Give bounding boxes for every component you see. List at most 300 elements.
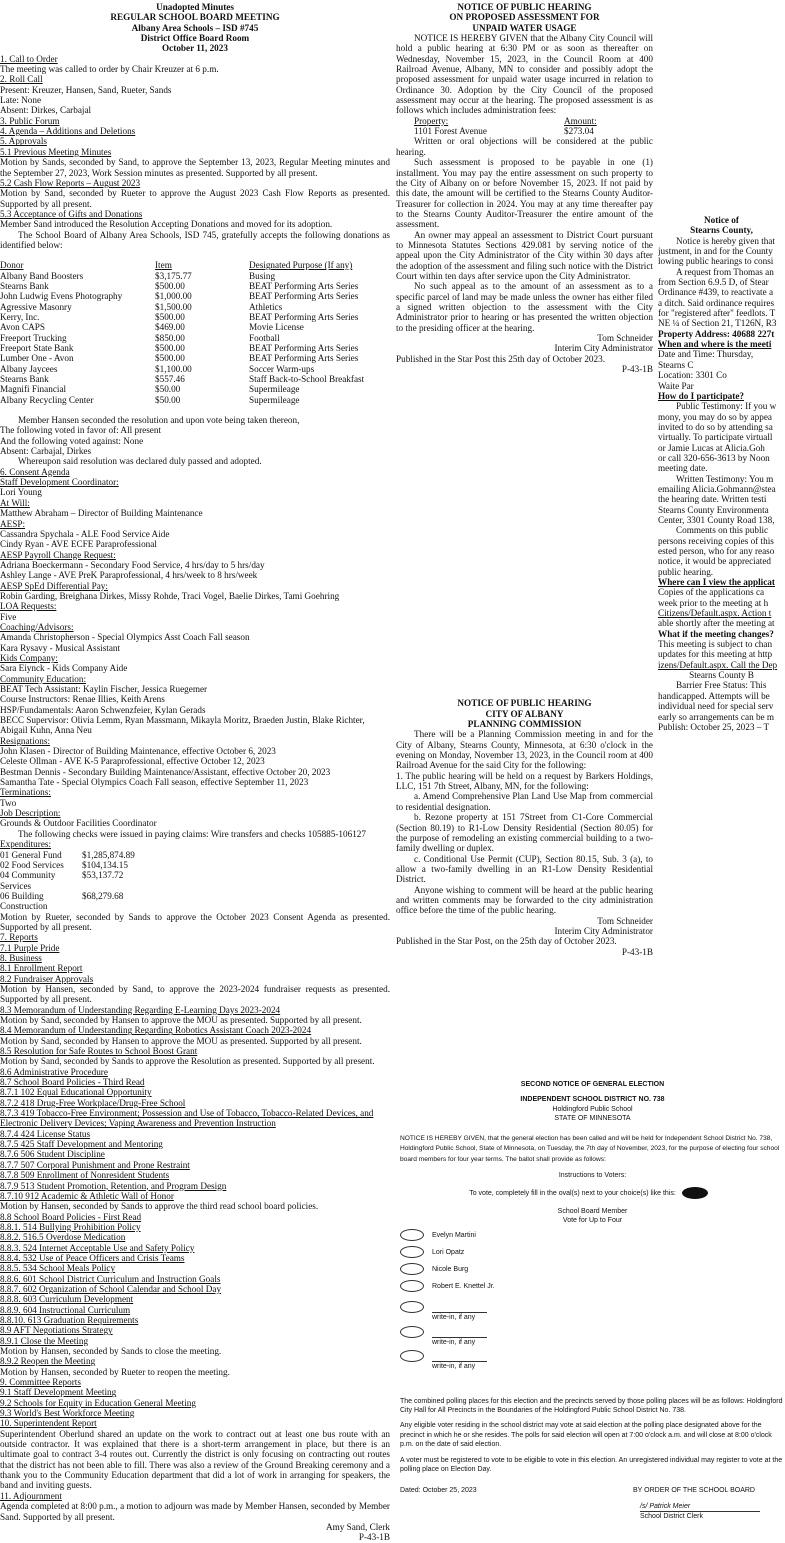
- paragraph: And the following voted against: None: [0, 435, 144, 446]
- donation-purpose: Supermileage: [249, 394, 300, 405]
- donation-purpose: Supermileage: [249, 384, 300, 395]
- section-heading: At Will:: [0, 497, 30, 508]
- paragraph: Amanda Christopherson - Special Olympics Asst Coach Fall season: [0, 632, 250, 643]
- donation-row: [0, 353, 390, 363]
- donation-purpose: BEAT Performing Arts Series: [249, 311, 359, 322]
- expenditure-row: [0, 870, 390, 891]
- paragraph: justment, in and for the County: [658, 246, 773, 257]
- notice-signer: Tom Schneider: [597, 333, 653, 343]
- donor-name: Lumber One - Avon: [0, 353, 74, 364]
- section-heading: 8.8.9. 604 Instructional Curriculum: [0, 1304, 131, 1315]
- paragraph: Motion by Hansen, seconded by Sands to approve the third read school board policies.: [0, 1201, 319, 1212]
- paragraph: from Section 6.9.5 D, of Stear: [658, 277, 769, 288]
- donation-purpose: Athletics: [249, 301, 283, 312]
- fund-amount: $1,285,874.89: [82, 849, 135, 860]
- paragraph: Superintendent Oberlund shared an update on the work to contract out at least one bus route with an outside contractor. It was explained that there is a short-term arrangement in place, but there is an ultimate goal to contract 3-4 routes out. Currently the district is only focusing on contracting out routes that the district has not been able to fill. There was also a review of the Ground Breaking ceremony and a thank you to the Community Education department that did a lot of work in arranging for speakers, the band and inviting guests.: [0, 1428, 390, 1491]
- section-heading: Job Description:: [0, 808, 61, 819]
- paragraph: Adriana Boeckermann - Secondary Food Service, 4 hrs/day to 5 hrs/day: [0, 559, 265, 570]
- title-line: CITY OF ALBANY: [485, 708, 564, 719]
- paragraph: 1. The public hearing will be held on a request by Barkers Holdings, LLC, 151 7th Street, Albany, MN, for the following:: [396, 770, 653, 792]
- write-in-blank: [432, 1353, 487, 1362]
- section-heading: Expenditures:: [0, 839, 52, 850]
- section-heading: 8.2 Fundraiser Approvals: [0, 973, 94, 984]
- paragraph: Motion by Hansen, seconded by Sands to close the meeting.: [0, 1346, 222, 1356]
- donation-amount: $500.00: [155, 343, 185, 353]
- donation-row: [0, 322, 390, 332]
- paragraph: Present: Kreuzer, Hansen, Sand, Rueter, Sands: [0, 84, 172, 95]
- title-line: Albany Area Schools – ISD #745: [131, 22, 259, 33]
- donation-row: [0, 312, 390, 322]
- paragraph: What if the meeting changes?: [658, 628, 774, 639]
- paragraph: Agenda completed at 8:00 p.m., a motion to adjourn was made by Member Hansen, seconded by Member Sand. Supported by all present.: [0, 1501, 390, 1522]
- title-line: PLANNING COMMISSION: [467, 719, 582, 730]
- paragraph: b. Rezone property at 151 7Street from C1-Core Commercial (Section 80.19) to R1-Low Density Residential (Section 80.05) for the purpose of remodeling an existing commercial building to a two-family dwelling or duplex.: [396, 812, 653, 854]
- paragraph: individual need for special serv: [658, 701, 774, 712]
- publication-code: P-43-1B: [358, 1532, 390, 1543]
- paragraph: Publish: October 25, 2023 – T: [658, 721, 770, 732]
- donation-amount: $500.00: [155, 353, 185, 364]
- donation-purpose: Busing: [249, 270, 276, 281]
- paragraph: Member Hansen seconded the resolution and upon vote being taken thereon,: [18, 415, 300, 426]
- water-notice-title: [396, 2, 653, 33]
- write-in-line: [400, 1301, 785, 1313]
- paragraph: Motion by Sand, seconded by Rueter to approve the August 2023 Cash Flow Reports as presented. Supported by all present.: [0, 188, 390, 209]
- property-row: 1101 Forest Avenue $273.04: [414, 126, 594, 137]
- section-heading: 8.8.7. 602 Organization of School Calendar and School Day: [0, 1283, 222, 1294]
- paragraph: Barrier Free Status: This: [676, 680, 767, 691]
- planning-notice-title: [396, 698, 653, 729]
- paragraph: NE ¼ of Section 21, T126N, R3: [658, 318, 777, 329]
- candidate-name: Nicole Burg: [432, 1266, 469, 1274]
- donor-name: John Ludwig Evens Photography: [0, 291, 123, 302]
- donation-amount: $500.00: [155, 311, 185, 322]
- paragraph: Anyone wishing to comment will be heard at the public hearing and written comments may be forwarded to the city administration office before the time of the public hearing.: [396, 884, 653, 916]
- paragraph: the hearing date. Written testi: [658, 494, 767, 505]
- title-line: Unadopted Minutes: [156, 2, 234, 12]
- section-heading: 9.2 Schools for Equity in Education General Meeting: [0, 1397, 196, 1408]
- paragraph: persons receiving copies of this: [658, 535, 774, 546]
- section-heading: How do I participate?: [658, 390, 745, 401]
- write-in-line: [400, 1350, 785, 1362]
- section-heading: 4. Agenda – Additions and Deletions: [0, 126, 136, 137]
- candidate-option[interactable]: [400, 1229, 785, 1242]
- paragraph: public hearing.: [658, 566, 714, 577]
- title-line: October 11, 2023: [162, 43, 228, 54]
- donations-header: Donor Item Designated Purpose (If any): [0, 260, 353, 271]
- expenditure-row: [0, 860, 390, 870]
- donor-name: Albany Band Boosters: [0, 270, 84, 281]
- donation-amount: $469.00: [155, 322, 185, 333]
- section-heading: 8.9.2 Reopen the Meeting: [0, 1356, 96, 1367]
- section-heading: Staff Development Coordinator:: [0, 477, 119, 488]
- donation-row: [0, 343, 390, 353]
- candidate-option[interactable]: [400, 1246, 785, 1259]
- section-heading: 8.7 School Board Policies - Third Read: [0, 1077, 145, 1088]
- paragraph: week prior to the meeting at h: [658, 597, 769, 608]
- donation-amount: $50.00: [155, 394, 181, 405]
- section-heading: LOA Requests:: [0, 601, 57, 612]
- water-notice-body: [396, 136, 653, 333]
- candidate-name: Lori Opatz: [432, 1249, 465, 1257]
- paragraph: Ashley Lange - AVE PreK Paraprofessional, 4 hrs/week to 8 hrs/week: [0, 570, 258, 581]
- paragraph: BECC Supervisor: Olivia Lemm, Ryan Massmann, Mikayla Moritz, Braeden Justin, Blake Richter, Abigail Kuhn, Anna Neu: [0, 715, 365, 736]
- paragraph: able shortly after the meeting at: [658, 618, 775, 629]
- office-title: School Board Member: [557, 1207, 628, 1215]
- paragraph: An owner may appeal an assessment to District Court pursuant to Minnesota Statutes Sections 429.081 by serving notice of the appeal upon the City Administrator of the City within 30 days after the adoption of the assessment and filing such notice with the District Court within ten days after service upon the City Administrator.: [396, 229, 653, 281]
- paragraph: Absent: Carbajal, Dirkes: [0, 446, 92, 457]
- section-heading: 10. Superintendent Report: [0, 1418, 97, 1429]
- title-line: NOTICE OF PUBLIC HEARING: [457, 698, 592, 709]
- expenditure-row: [0, 891, 390, 912]
- paragraph: Public Testimony: If you w: [676, 401, 777, 412]
- section-heading: 8.8.3. 524 Internet Acceptable Use and Safety Policy: [0, 1242, 195, 1253]
- section-heading: AESP Payroll Change Request:: [0, 549, 116, 560]
- section-heading: 8.7.4 424 License Status: [0, 1128, 91, 1139]
- paragraph: Lori Young: [0, 487, 42, 498]
- minutes-section: [0, 912, 390, 1522]
- donation-row: [0, 271, 390, 281]
- title-line: REGULAR SCHOOL BOARD MEETING: [110, 12, 280, 23]
- planning-notice-body: [396, 729, 653, 915]
- empty-oval-icon: [400, 1246, 424, 1258]
- paragraph: Center, 3301 County Road 138,: [658, 514, 775, 525]
- fund-name: 06 Building Construction: [0, 890, 48, 912]
- donation-purpose: Movie License: [249, 322, 304, 333]
- state-name: STATE OF MINNESOTA: [554, 1115, 631, 1123]
- paragraph: Waite Par: [658, 380, 694, 391]
- paragraph: Two: [0, 797, 17, 808]
- title-line: NOTICE OF PUBLIC HEARING: [457, 2, 592, 12]
- fund-name: 01 General Fund: [0, 849, 62, 860]
- section-heading: 8.8.2. 516.5 Overdose Medication: [0, 1232, 126, 1243]
- paragraph: ested person, who for any reaso: [658, 546, 775, 556]
- section-heading: 9.3 World's Best Workforce Meeting: [0, 1408, 135, 1419]
- donor-name: Stearns Bank: [0, 280, 49, 291]
- paragraph: Celeste Ollman - AVE K-5 Paraprofessional, effective October 12, 2023: [0, 756, 265, 767]
- expenditures-table: [0, 850, 390, 912]
- publication-line: Published in the Star Post, on the 25th day of October 2023.: [396, 936, 617, 947]
- write-in-line: [400, 1326, 785, 1338]
- clerk-signature: Amy Sand, Clerk: [325, 1521, 390, 1532]
- section-heading: 8.9 AFT Negotiations Strategy: [0, 1325, 113, 1336]
- section-heading: 8.9.1 Close the Meeting: [0, 1335, 89, 1346]
- paragraph: The following voted in favor of: All present: [0, 425, 162, 436]
- paragraph: mony, you may do so by appea: [658, 411, 772, 422]
- paragraph: virtually. To participate virtuall: [658, 432, 773, 443]
- water-notice-intro: NOTICE IS HEREBY GIVEN that the Albany City Council will hold a public hearing at 6:30 PM or as soon as thereafter on Wednesday, November 15, 2023, in the Council Room at 400 Railroad Avenue, Albany, MN to consider and possibly adopt the proposed assessment for unpaid water usage incurred in relation to Ordinance 30. Adoption by the City Council of the proposed assessment may occur at the hearing. The proposed assessment is as follows which includes administration fees:: [396, 33, 653, 116]
- paragraph: a ditch. Said ordinance requires: [658, 297, 775, 308]
- paragraph: A voter must be registered to vote to be eligible to vote in this election. An unregistered individual may register to vote at the polling place on Election Day.: [400, 1456, 783, 1473]
- section-heading: 8.7.6 506 Student Discipline: [0, 1149, 105, 1160]
- section-heading: Citizens/Default.aspx. Action t: [658, 608, 772, 619]
- donor-name: Freeport State Bank: [0, 343, 74, 353]
- paragraph: Motion by Sand, seconded by Hansen to approve the MOU as presented. Supported by all present.: [0, 1035, 362, 1046]
- title-line: ON PROPOSED ASSESSMENT FOR: [449, 12, 600, 23]
- paragraph: A request from Thomas an: [676, 266, 774, 277]
- order-line: BY ORDER OF THE SCHOOL BOARD: [632, 1487, 755, 1495]
- paragraph: Copies of the applications ca: [658, 587, 765, 598]
- section-heading: 7. Reports: [0, 932, 38, 943]
- paragraph: Written or oral objections will be considered at the public hearing.: [396, 136, 653, 157]
- minutes-section: [0, 415, 390, 849]
- section-heading: When and where is the meeti: [658, 339, 772, 350]
- section-heading: 6. Consent Agenda: [0, 466, 70, 477]
- paragraph: invited to do so by attending sa: [658, 421, 773, 432]
- paragraph: Location: 3301 Co: [658, 370, 727, 381]
- section-heading: 8.8.6. 601 School District Curriculum and Instruction Goals: [0, 1273, 221, 1284]
- section-heading: 8.7.5 425 Staff Development and Mentoring: [0, 1139, 163, 1150]
- paragraph: This meeting is subject to chan: [658, 639, 773, 650]
- district-name: INDEPENDENT SCHOOL DISTRICT NO. 738: [520, 1096, 665, 1104]
- minutes-title: [0, 2, 390, 54]
- candidate-name: Evelyn Martini: [432, 1232, 476, 1240]
- donor-name: Agressive Masonry: [0, 301, 72, 312]
- paragraph: Motion by Sands, seconded by Sand, to approve the September 13, 2023, Regular Meeting minutes and the September 27, 2023, Work Session minutes as presented. Supported by all present.: [0, 157, 390, 178]
- donor-name: Magnifi Financial: [0, 384, 67, 395]
- paragraph: lowing public hearings to consi: [658, 256, 774, 267]
- paragraph: The combined polling places for this election and the precincts served by those polling places will be as follows: Holdingford City Hall for All Precincts in the Boundaries of the Holdingford Public School District No. 738.: [400, 1397, 783, 1414]
- publication-code: P-43-1B: [621, 364, 653, 375]
- publication-line: Published in the Star Post this 25th day of October 2023.: [396, 353, 606, 364]
- write-in-option[interactable]: [400, 1326, 785, 1347]
- empty-oval-icon: [400, 1263, 424, 1275]
- paragraph: The School Board of Albany Area Schools, ISD 745, gratefully accepts the following donations as identified below:: [0, 229, 390, 250]
- paragraph: Date and Time: Thursday,: [658, 349, 754, 360]
- paragraph: handicapped. Attempts will be: [658, 690, 770, 701]
- section-heading: izens/Default.aspx. Call the Dep: [658, 659, 778, 670]
- donation-amount: $557.46: [155, 374, 185, 385]
- write-in-label: write-in, if any: [432, 1314, 476, 1322]
- paragraph: Such assessment is proposed to be payable in one (1) installment. You may pay the entire assessment on such property to the City of Albany on or before November 15, 2023. If not paid by this date, the amount will be certified to the Stearns County Auditor-Treasurer for collection in 2024. You may at any time thereafter pay to the Stearns County Auditor-Treasurer the entire amount of the assessment.: [396, 157, 653, 230]
- paragraph: Motion by Sand, seconded by Sands to approve the Resolution as presented. Supported by all present.: [0, 1056, 375, 1067]
- paragraph: Stearns County,: [690, 225, 753, 236]
- paragraph: Written Testimony: You m: [676, 473, 774, 484]
- paragraph: Kara Rysavy - Musical Assistant: [0, 642, 121, 653]
- donation-purpose: BEAT Performing Arts Series: [249, 353, 359, 364]
- section-heading: 8.7.8 509 Enrollment of Nonresident Students: [0, 1170, 170, 1181]
- vote-instruction: To vote, completely fill in the oval(s) next to your choice(s) like this:: [400, 1187, 785, 1199]
- paragraph: BEAT Tech Assistant: Kaylin Fischer, Jessica Ruegemer: [0, 684, 208, 694]
- donor-name: Kerry, Inc.: [0, 311, 40, 322]
- election-title: SECOND NOTICE OF GENERAL ELECTION: [520, 1081, 665, 1088]
- paragraph: c. Conditional Use Permit (CUP), Section 80.15, Sub. 3 (a), to allow a two-family dwelling in an R1-Low Density Residential District.: [396, 853, 653, 885]
- paragraph: Bestman Dennis - Secondary Building Maintenance/Assistant, effective October 20, 2023: [0, 766, 331, 777]
- paragraph: or Jamie Lucas at Alicia.Goh: [658, 442, 765, 453]
- paragraph: Five: [0, 611, 17, 622]
- write-in-blank: [432, 1304, 487, 1313]
- vote-limit: Vote for Up to Four: [562, 1216, 623, 1224]
- paragraph: Late: None: [0, 95, 42, 106]
- paragraph: Whereupon said resolution was declared duly passed and adopted.: [18, 456, 262, 467]
- section-heading: Terminations:: [0, 787, 51, 798]
- donation-purpose: Soccer Warm-ups: [249, 363, 315, 374]
- paragraph: Ordinance #439, to reactivate a: [658, 287, 774, 298]
- title-line: UNPAID WATER USAGE: [472, 22, 577, 33]
- fund-amount: $104,134.15: [82, 859, 128, 870]
- donor-name: Avon CAPS: [0, 322, 46, 333]
- donation-purpose: BEAT Performing Arts Series: [249, 291, 359, 302]
- expenditure-row: [0, 850, 390, 860]
- donation-purpose: BEAT Performing Arts Series: [249, 280, 359, 291]
- paragraph: There will be a Planning Commission meeting in and for the City of Albany, Stearns County, Minnesota, at 6:30 o'clock in the evening on Monday, November 13, 2023, in the Council room at 400 Railroad Avenue for the said City for the following:: [396, 729, 653, 771]
- election-notice: [400, 1080, 785, 1522]
- minutes-section: [0, 54, 390, 251]
- donation-amount: $1,000.00: [155, 291, 192, 302]
- section-heading: 5.1 Previous Meeting Minutes: [0, 146, 112, 157]
- candidate-list: [400, 1229, 785, 1293]
- clerk-signature: /s/ Patrick Meier School District Clerk: [400, 1502, 785, 1522]
- paragraph: Course Instructors: Renae Illies, Keith Arens: [0, 694, 165, 705]
- section-heading: Coaching/Advisors:: [0, 621, 74, 632]
- section-heading: 8.7.2 418 Drug-Free Workplace/Drug-Free School: [0, 1097, 186, 1108]
- empty-oval-icon: [400, 1326, 424, 1338]
- donation-amount: $1,500.00: [155, 301, 192, 312]
- donation-amount: $3,175.77: [155, 270, 192, 281]
- donation-purpose: BEAT Performing Arts Series: [249, 343, 359, 353]
- paragraph: Comments on this public: [676, 525, 769, 536]
- election-body: [400, 1397, 785, 1475]
- section-heading: 5.3 Acceptance of Gifts and Donations: [0, 208, 143, 219]
- section-heading: 8. Business: [0, 952, 42, 963]
- paragraph: Matthew Abraham – Director of Building Maintenance: [0, 508, 203, 519]
- section-heading: Resignations:: [0, 735, 51, 746]
- section-heading: 8.8 School Board Policies - First Read: [0, 1211, 142, 1222]
- donation-purpose: Staff Back-to-School Breakfast: [249, 374, 365, 385]
- candidate-option[interactable]: [400, 1280, 785, 1293]
- section-heading: 7.1 Purple Pride: [0, 942, 60, 953]
- publication-code: P-43-1B: [621, 946, 653, 957]
- paragraph: Motion by Sand, seconded by Hansen to approve the MOU as presented. Supported by all present.: [0, 1015, 362, 1025]
- section-heading: 1. Call to Order: [0, 53, 58, 64]
- paragraph: Samantha Tate - Special Olympics Coach Fall season, effective September 11, 2023: [0, 777, 309, 788]
- section-heading: 8.7.10 912 Academic & Athletic Wall of Honor: [0, 1190, 174, 1201]
- paragraph: for "registered after" feedlots. T: [658, 308, 776, 319]
- paragraph: updates for this meeting at http: [658, 649, 773, 660]
- paragraph: Stearns C: [658, 359, 694, 370]
- section-heading: 8.8.5. 534 School Meals Policy: [0, 1263, 116, 1274]
- empty-oval-icon: [400, 1229, 424, 1241]
- donations-table: [0, 271, 390, 405]
- donation-row: [0, 395, 390, 405]
- candidate-option[interactable]: [400, 1263, 785, 1276]
- paragraph: meeting date.: [658, 463, 708, 474]
- fund-amount: $68,279.68: [82, 890, 124, 901]
- paragraph: HSP/Fundamentals: Aaron Schwenzfeier, Kylan Gerads: [0, 704, 206, 715]
- fund-name: 02 Food Services: [0, 859, 64, 870]
- donation-amount: $50.00: [155, 384, 181, 395]
- section-heading: 5.2 Cash Flow Reports – August 2023: [0, 177, 141, 188]
- section-heading: 8.6 Administrative Procedure: [0, 1066, 108, 1077]
- section-heading: 8.8.4. 532 Use of Peace Officers and Crisis Teams: [0, 1252, 185, 1263]
- write-in-label: write-in, if any: [432, 1338, 476, 1346]
- section-heading: 8.5 Resolution for Safe Routes to School Boost Grant: [0, 1046, 198, 1057]
- paragraph: No such appeal as to the amount of an assessment as to a specific parcel of land may be made unless the owner has either filed a signed written objection to the assessment with the City Administrator prior to hearing or has presented the written objection to the presiding officer at the hearing.: [396, 281, 653, 333]
- donation-row: [0, 302, 390, 312]
- section-heading: 8.8.8. 603 Curriculum Development: [0, 1294, 134, 1305]
- election-footer: [400, 1486, 785, 1495]
- paragraph: Stearns County Environmenta: [658, 504, 769, 515]
- instructions-title: Instructions to Voters:: [558, 1172, 627, 1180]
- section-heading: AESP SpEd Differential Pay:: [0, 580, 108, 591]
- paragraph: Absent: Dirkes, Carbajal: [0, 105, 92, 116]
- notice-signer-title: Interim City Administrator: [554, 925, 653, 936]
- donation-row: [0, 291, 390, 301]
- section-heading: 5. Approvals: [0, 136, 47, 147]
- section-heading: Where can I view the applicat: [658, 577, 775, 588]
- candidate-name: Robert E. Knettel Jr.: [432, 1283, 495, 1291]
- county-notice-body: [658, 215, 785, 732]
- stearns-county-notice: [658, 215, 785, 732]
- notices-column: [396, 2, 653, 957]
- notice-signer: Tom Schneider: [597, 915, 653, 926]
- fund-amount: $53,137.72: [82, 870, 124, 881]
- section-heading: 2. Roll Call: [0, 74, 43, 85]
- section-heading: 8.3 Memorandum of Understanding Regarding E-Learning Days 2023-2024: [0, 1004, 281, 1015]
- paragraph: The following checks were issued in paying claims: Wire transfers and checks 105885-106127: [18, 828, 366, 839]
- empty-oval-icon: [400, 1350, 424, 1362]
- section-heading: 9.1 Staff Development Meeting: [0, 1387, 117, 1398]
- paragraph: Notice of: [704, 215, 739, 225]
- empty-oval-icon: [400, 1280, 424, 1292]
- donation-amount: $500.00: [155, 280, 185, 291]
- paragraph: Motion by Rueter, seconded by Sands to approve the October 2023 Consent Agenda as presented. Supported by all present.: [0, 911, 390, 932]
- paragraph: Grounds & Outdoor Facilities Coordinator: [0, 818, 157, 829]
- paragraph: emailing Alicia.Gohmann@stea: [658, 483, 776, 494]
- section-heading: 8.4 Memorandum of Understanding Regarding Robotics Assistant Coach 2023-2024: [0, 1025, 312, 1036]
- write-in-option[interactable]: [400, 1301, 785, 1322]
- paragraph: Motion by Hansen, seconded by Rueter to reopen the meeting.: [0, 1366, 230, 1377]
- school-name: Holdingford Public School: [552, 1105, 633, 1113]
- section-heading: 9. Committee Reports: [0, 1377, 81, 1388]
- paragraph: notice, it would be appreciated: [658, 556, 772, 567]
- section-heading: AESP:: [0, 518, 26, 529]
- section-heading: 8.7.7 507 Corporal Punishment and Prone Restraint: [0, 1159, 190, 1170]
- paragraph: Cassandra Spychala - ALE Food Service Aide: [0, 528, 170, 539]
- donor-name: Stearns Bank: [0, 374, 49, 385]
- section-heading: 11. Adjournment: [0, 1490, 62, 1501]
- section-heading: 8.7.1 102 Equal Educational Opportunity: [0, 1087, 152, 1098]
- donation-row: [0, 281, 390, 291]
- section-heading: 8.1 Enrollment Report: [0, 963, 83, 974]
- section-heading: Kids Company:: [0, 652, 58, 663]
- title-line: District Office Board Room: [140, 33, 250, 44]
- paragraph: Sara Eiynck - Kids Company Aide: [0, 663, 128, 674]
- notice-signer-title: Interim City Administrator: [554, 343, 653, 354]
- donation-amount: $850.00: [155, 332, 185, 343]
- donation-row: [0, 333, 390, 343]
- donation-amount: $1,100.00: [155, 363, 192, 374]
- paragraph: Any eligible voter residing in the school district may vote at said election at the polling place designated above for the precinct in which he or she resides. The polls for said election will open at 7:00 o'clock a.m. and will close at 8:00 o'clock p.m. on the date of said election.: [400, 1422, 772, 1449]
- donor-name: Freeport Trucking: [0, 332, 67, 343]
- paragraph: Stearns County B: [689, 670, 754, 681]
- paragraph: Motion by Hansen, seconded by Sand, to approve the 2023-2024 fundraiser requests as presented. Supported by all present.: [0, 983, 390, 1005]
- paragraph: Member Sand introduced the Resolution Accepting Donations and moved for its adoption.: [0, 219, 333, 230]
- dated-line: Dated: October 25, 2023: [400, 1487, 477, 1495]
- paragraph: Property Address: 40688 227t: [658, 328, 775, 339]
- paragraph: Cindy Ryan - AVE ECFE Paraprofessional: [0, 539, 157, 550]
- write-in-list: [400, 1301, 785, 1371]
- section-heading: Community Education:: [0, 673, 86, 684]
- paragraph: or call 320-656-3613 by Noon: [658, 452, 770, 463]
- section-heading: 8.7.3 419 Tobacco-Free Environment; Possession and Use of Tobacco, Tobacco-Related Devices, and Electronic Delivery Devices; Vaping Awareness and Prevention Instruction: [0, 1108, 374, 1129]
- election-intro: NOTICE IS HEREBY GIVEN, that the general election has been called and will be held for Independent School District No. 738, Holdingford Public School, State of Minnesota, on Tuesday, the 7th day of November, 2023, for the purpose of electing four school board members for four year terms. The ballot shall provide as follows:: [400, 1134, 780, 1163]
- paragraph: John Klasen - Director of Building Maintenance, effective October 6, 2023: [0, 746, 276, 757]
- property-header: Property: Amount:: [414, 115, 597, 126]
- donor-name: Albany Jaycees: [0, 363, 58, 374]
- write-in-blank: [432, 1329, 487, 1338]
- write-in-label: write-in, if any: [432, 1363, 476, 1371]
- write-in-option[interactable]: [400, 1350, 785, 1371]
